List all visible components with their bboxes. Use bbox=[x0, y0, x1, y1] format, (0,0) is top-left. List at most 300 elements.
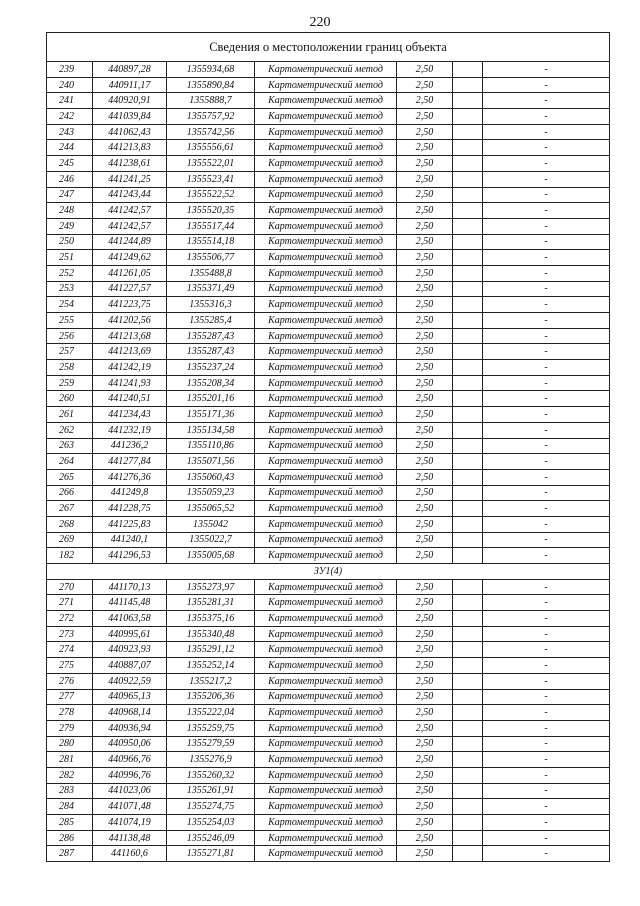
point-number-cell: 254 bbox=[47, 297, 93, 313]
accuracy-cell: 2,50 bbox=[397, 344, 453, 360]
empty-cell bbox=[453, 375, 483, 391]
method-cell: Картометрический метод bbox=[255, 281, 397, 297]
y-coordinate-cell: 1355340,48 bbox=[167, 626, 255, 642]
point-number-cell: 247 bbox=[47, 187, 93, 203]
accuracy-cell: 2,50 bbox=[397, 62, 453, 78]
table-row bbox=[47, 454, 610, 470]
accuracy-cell: 2,50 bbox=[397, 187, 453, 203]
x-coordinate-cell: 441242,57 bbox=[93, 203, 167, 219]
point-number-cell: 264 bbox=[47, 454, 93, 470]
note-cell: - bbox=[483, 407, 610, 423]
point-number-cell: 248 bbox=[47, 203, 93, 219]
x-coordinate-cell: 441242,57 bbox=[93, 218, 167, 234]
x-coordinate-cell: 440897,28 bbox=[93, 62, 167, 78]
table-row bbox=[47, 109, 610, 125]
table-row bbox=[47, 705, 610, 721]
table-row bbox=[47, 846, 610, 862]
note-cell: - bbox=[483, 360, 610, 376]
table-row bbox=[47, 579, 610, 595]
point-number-cell: 280 bbox=[47, 736, 93, 752]
table-row bbox=[47, 642, 610, 658]
empty-cell bbox=[453, 328, 483, 344]
point-number-cell: 246 bbox=[47, 171, 93, 187]
y-coordinate-cell: 1355261,91 bbox=[167, 783, 255, 799]
table-row bbox=[47, 375, 610, 391]
empty-cell bbox=[453, 673, 483, 689]
x-coordinate-cell: 441213,69 bbox=[93, 344, 167, 360]
empty-cell bbox=[453, 62, 483, 78]
accuracy-cell: 2,50 bbox=[397, 783, 453, 799]
table-row bbox=[47, 124, 610, 140]
y-coordinate-cell: 1355934,68 bbox=[167, 62, 255, 78]
accuracy-cell: 2,50 bbox=[397, 516, 453, 532]
note-cell: - bbox=[483, 658, 610, 674]
accuracy-cell: 2,50 bbox=[397, 375, 453, 391]
note-cell: - bbox=[483, 281, 610, 297]
x-coordinate-cell: 440936,94 bbox=[93, 720, 167, 736]
y-coordinate-cell: 1355279,59 bbox=[167, 736, 255, 752]
point-number-cell: 281 bbox=[47, 752, 93, 768]
empty-cell bbox=[453, 595, 483, 611]
y-coordinate-cell: 1355520,35 bbox=[167, 203, 255, 219]
y-coordinate-cell: 1355022,7 bbox=[167, 532, 255, 548]
table-row bbox=[47, 799, 610, 815]
note-cell: - bbox=[483, 297, 610, 313]
y-coordinate-cell: 1355246,09 bbox=[167, 830, 255, 846]
y-coordinate-cell: 1355287,43 bbox=[167, 328, 255, 344]
accuracy-cell: 2,50 bbox=[397, 595, 453, 611]
note-cell: - bbox=[483, 485, 610, 501]
x-coordinate-cell: 440887,07 bbox=[93, 658, 167, 674]
note-cell: - bbox=[483, 265, 610, 281]
empty-cell bbox=[453, 548, 483, 564]
table-header-row bbox=[47, 33, 610, 62]
table-row bbox=[47, 658, 610, 674]
y-coordinate-cell: 1355274,75 bbox=[167, 799, 255, 815]
method-cell: Картометрический метод bbox=[255, 297, 397, 313]
method-cell: Картометрический метод bbox=[255, 516, 397, 532]
x-coordinate-cell: 441145,48 bbox=[93, 595, 167, 611]
method-cell: Картометрический метод bbox=[255, 752, 397, 768]
note-cell: - bbox=[483, 140, 610, 156]
empty-cell bbox=[453, 344, 483, 360]
table-row bbox=[47, 595, 610, 611]
empty-cell bbox=[453, 140, 483, 156]
accuracy-cell: 2,50 bbox=[397, 532, 453, 548]
x-coordinate-cell: 441243,44 bbox=[93, 187, 167, 203]
empty-cell bbox=[453, 77, 483, 93]
method-cell: Картометрический метод bbox=[255, 705, 397, 721]
table-row bbox=[47, 187, 610, 203]
method-cell: Картометрический метод bbox=[255, 579, 397, 595]
table-row bbox=[47, 234, 610, 250]
accuracy-cell: 2,50 bbox=[397, 501, 453, 517]
point-number-cell: 259 bbox=[47, 375, 93, 391]
accuracy-cell: 2,50 bbox=[397, 203, 453, 219]
note-cell: - bbox=[483, 171, 610, 187]
point-number-cell: 260 bbox=[47, 391, 93, 407]
y-coordinate-cell: 1355523,41 bbox=[167, 171, 255, 187]
note-cell: - bbox=[483, 626, 610, 642]
x-coordinate-cell: 441277,84 bbox=[93, 454, 167, 470]
method-cell: Картометрический метод bbox=[255, 62, 397, 78]
point-number-cell: 253 bbox=[47, 281, 93, 297]
y-coordinate-cell: 1355042 bbox=[167, 516, 255, 532]
table-row bbox=[47, 281, 610, 297]
table-row bbox=[47, 344, 610, 360]
y-coordinate-cell: 1355171,36 bbox=[167, 407, 255, 423]
x-coordinate-cell: 441238,61 bbox=[93, 156, 167, 172]
table-row bbox=[47, 156, 610, 172]
accuracy-cell: 2,50 bbox=[397, 454, 453, 470]
accuracy-cell: 2,50 bbox=[397, 548, 453, 564]
table-row bbox=[47, 171, 610, 187]
y-coordinate-cell: 1355254,03 bbox=[167, 815, 255, 831]
table-row bbox=[47, 297, 610, 313]
x-coordinate-cell: 441276,36 bbox=[93, 469, 167, 485]
method-cell: Картометрический метод bbox=[255, 234, 397, 250]
point-number-cell: 250 bbox=[47, 234, 93, 250]
note-cell: - bbox=[483, 77, 610, 93]
empty-cell bbox=[453, 360, 483, 376]
point-number-cell: 287 bbox=[47, 846, 93, 862]
coordinates-table bbox=[46, 32, 610, 862]
empty-cell bbox=[453, 532, 483, 548]
x-coordinate-cell: 441249,62 bbox=[93, 250, 167, 266]
x-coordinate-cell: 441062,43 bbox=[93, 124, 167, 140]
method-cell: Картометрический метод bbox=[255, 109, 397, 125]
method-cell: Картометрический метод bbox=[255, 783, 397, 799]
y-coordinate-cell: 1355217,2 bbox=[167, 673, 255, 689]
table-row bbox=[47, 673, 610, 689]
note-cell: - bbox=[483, 375, 610, 391]
empty-cell bbox=[453, 611, 483, 627]
point-number-cell: 266 bbox=[47, 485, 93, 501]
note-cell: - bbox=[483, 501, 610, 517]
table-row bbox=[47, 689, 610, 705]
method-cell: Картометрический метод bbox=[255, 485, 397, 501]
note-cell: - bbox=[483, 313, 610, 329]
accuracy-cell: 2,50 bbox=[397, 846, 453, 862]
x-coordinate-cell: 441296,53 bbox=[93, 548, 167, 564]
table-row bbox=[47, 752, 610, 768]
note-cell: - bbox=[483, 124, 610, 140]
method-cell: Картометрический метод bbox=[255, 532, 397, 548]
x-coordinate-cell: 441138,48 bbox=[93, 830, 167, 846]
method-cell: Картометрический метод bbox=[255, 328, 397, 344]
table-body bbox=[47, 33, 610, 862]
accuracy-cell: 2,50 bbox=[397, 815, 453, 831]
accuracy-cell: 2,50 bbox=[397, 469, 453, 485]
accuracy-cell: 2,50 bbox=[397, 281, 453, 297]
note-cell: - bbox=[483, 705, 610, 721]
x-coordinate-cell: 440923,93 bbox=[93, 642, 167, 658]
table-title: Сведения о местоположении границ объекта bbox=[47, 33, 610, 62]
y-coordinate-cell: 1355285,4 bbox=[167, 313, 255, 329]
empty-cell bbox=[453, 516, 483, 532]
accuracy-cell: 2,50 bbox=[397, 767, 453, 783]
point-number-cell: 262 bbox=[47, 422, 93, 438]
empty-cell bbox=[453, 454, 483, 470]
y-coordinate-cell: 1355222,04 bbox=[167, 705, 255, 721]
note-cell: - bbox=[483, 62, 610, 78]
point-number-cell: 284 bbox=[47, 799, 93, 815]
empty-cell bbox=[453, 171, 483, 187]
accuracy-cell: 2,50 bbox=[397, 422, 453, 438]
y-coordinate-cell: 1355742,56 bbox=[167, 124, 255, 140]
empty-cell bbox=[453, 407, 483, 423]
method-cell: Картометрический метод bbox=[255, 469, 397, 485]
table-row bbox=[47, 77, 610, 93]
method-cell: Картометрический метод bbox=[255, 501, 397, 517]
note-cell: - bbox=[483, 422, 610, 438]
table-row bbox=[47, 532, 610, 548]
table-row bbox=[47, 218, 610, 234]
x-coordinate-cell: 441074,19 bbox=[93, 815, 167, 831]
x-coordinate-cell: 441244,89 bbox=[93, 234, 167, 250]
note-cell: - bbox=[483, 218, 610, 234]
empty-cell bbox=[453, 736, 483, 752]
point-number-cell: 271 bbox=[47, 595, 93, 611]
accuracy-cell: 2,50 bbox=[397, 391, 453, 407]
x-coordinate-cell: 441241,93 bbox=[93, 375, 167, 391]
y-coordinate-cell: 1355208,34 bbox=[167, 375, 255, 391]
method-cell: Картометрический метод bbox=[255, 422, 397, 438]
table-row bbox=[47, 783, 610, 799]
method-cell: Картометрический метод bbox=[255, 830, 397, 846]
point-number-cell: 270 bbox=[47, 579, 93, 595]
note-cell: - bbox=[483, 579, 610, 595]
y-coordinate-cell: 1355059,23 bbox=[167, 485, 255, 501]
accuracy-cell: 2,50 bbox=[397, 830, 453, 846]
empty-cell bbox=[453, 783, 483, 799]
note-cell: - bbox=[483, 736, 610, 752]
x-coordinate-cell: 440966,76 bbox=[93, 752, 167, 768]
x-coordinate-cell: 441240,1 bbox=[93, 532, 167, 548]
note-cell: - bbox=[483, 469, 610, 485]
accuracy-cell: 2,50 bbox=[397, 140, 453, 156]
accuracy-cell: 2,50 bbox=[397, 93, 453, 109]
point-number-cell: 239 bbox=[47, 62, 93, 78]
section-label-cell: ЗУ1(4) bbox=[47, 564, 610, 580]
section-row bbox=[47, 564, 610, 580]
point-number-cell: 257 bbox=[47, 344, 93, 360]
x-coordinate-cell: 441234,43 bbox=[93, 407, 167, 423]
method-cell: Картометрический метод bbox=[255, 454, 397, 470]
x-coordinate-cell: 441228,75 bbox=[93, 501, 167, 517]
point-number-cell: 241 bbox=[47, 93, 93, 109]
point-number-cell: 263 bbox=[47, 438, 93, 454]
note-cell: - bbox=[483, 234, 610, 250]
table-row bbox=[47, 93, 610, 109]
note-cell: - bbox=[483, 815, 610, 831]
empty-cell bbox=[453, 124, 483, 140]
note-cell: - bbox=[483, 783, 610, 799]
point-number-cell: 269 bbox=[47, 532, 93, 548]
y-coordinate-cell: 1355071,56 bbox=[167, 454, 255, 470]
method-cell: Картометрический метод bbox=[255, 93, 397, 109]
method-cell: Картометрический метод bbox=[255, 140, 397, 156]
accuracy-cell: 2,50 bbox=[397, 642, 453, 658]
accuracy-cell: 2,50 bbox=[397, 736, 453, 752]
empty-cell bbox=[453, 250, 483, 266]
note-cell: - bbox=[483, 767, 610, 783]
table-row bbox=[47, 767, 610, 783]
note-cell: - bbox=[483, 438, 610, 454]
table-row bbox=[47, 265, 610, 281]
x-coordinate-cell: 440965,13 bbox=[93, 689, 167, 705]
table-row bbox=[47, 422, 610, 438]
y-coordinate-cell: 1355514,18 bbox=[167, 234, 255, 250]
empty-cell bbox=[453, 265, 483, 281]
note-cell: - bbox=[483, 611, 610, 627]
empty-cell bbox=[453, 109, 483, 125]
empty-cell bbox=[453, 752, 483, 768]
y-coordinate-cell: 1355371,49 bbox=[167, 281, 255, 297]
empty-cell bbox=[453, 297, 483, 313]
accuracy-cell: 2,50 bbox=[397, 611, 453, 627]
method-cell: Картометрический метод bbox=[255, 265, 397, 281]
x-coordinate-cell: 441213,83 bbox=[93, 140, 167, 156]
method-cell: Картометрический метод bbox=[255, 642, 397, 658]
accuracy-cell: 2,50 bbox=[397, 250, 453, 266]
note-cell: - bbox=[483, 156, 610, 172]
point-number-cell: 278 bbox=[47, 705, 93, 721]
accuracy-cell: 2,50 bbox=[397, 360, 453, 376]
point-number-cell: 273 bbox=[47, 626, 93, 642]
note-cell: - bbox=[483, 93, 610, 109]
y-coordinate-cell: 1355522,52 bbox=[167, 187, 255, 203]
x-coordinate-cell: 441242,19 bbox=[93, 360, 167, 376]
method-cell: Картометрический метод bbox=[255, 391, 397, 407]
x-coordinate-cell: 440995,61 bbox=[93, 626, 167, 642]
table-row bbox=[47, 62, 610, 78]
method-cell: Картометрический метод bbox=[255, 548, 397, 564]
table-row bbox=[47, 438, 610, 454]
empty-cell bbox=[453, 438, 483, 454]
method-cell: Картометрический метод bbox=[255, 438, 397, 454]
y-coordinate-cell: 1355888,7 bbox=[167, 93, 255, 109]
y-coordinate-cell: 1355281,31 bbox=[167, 595, 255, 611]
point-number-cell: 242 bbox=[47, 109, 93, 125]
note-cell: - bbox=[483, 250, 610, 266]
note-cell: - bbox=[483, 109, 610, 125]
y-coordinate-cell: 1355890,84 bbox=[167, 77, 255, 93]
point-number-cell: 277 bbox=[47, 689, 93, 705]
table-row bbox=[47, 203, 610, 219]
method-cell: Картометрический метод bbox=[255, 767, 397, 783]
y-coordinate-cell: 1355517,44 bbox=[167, 218, 255, 234]
y-coordinate-cell: 1355316,3 bbox=[167, 297, 255, 313]
table-row bbox=[47, 250, 610, 266]
table-row bbox=[47, 501, 610, 517]
y-coordinate-cell: 1355201,16 bbox=[167, 391, 255, 407]
y-coordinate-cell: 1355259,75 bbox=[167, 720, 255, 736]
note-cell: - bbox=[483, 344, 610, 360]
point-number-cell: 275 bbox=[47, 658, 93, 674]
note-cell: - bbox=[483, 454, 610, 470]
method-cell: Картометрический метод bbox=[255, 799, 397, 815]
x-coordinate-cell: 440920,91 bbox=[93, 93, 167, 109]
note-cell: - bbox=[483, 720, 610, 736]
accuracy-cell: 2,50 bbox=[397, 438, 453, 454]
y-coordinate-cell: 1355556,61 bbox=[167, 140, 255, 156]
y-coordinate-cell: 1355276,9 bbox=[167, 752, 255, 768]
x-coordinate-cell: 441241,25 bbox=[93, 171, 167, 187]
empty-cell bbox=[453, 313, 483, 329]
empty-cell bbox=[453, 187, 483, 203]
note-cell: - bbox=[483, 846, 610, 862]
accuracy-cell: 2,50 bbox=[397, 234, 453, 250]
point-number-cell: 282 bbox=[47, 767, 93, 783]
x-coordinate-cell: 441160,6 bbox=[93, 846, 167, 862]
x-coordinate-cell: 441249,8 bbox=[93, 485, 167, 501]
x-coordinate-cell: 441202,56 bbox=[93, 313, 167, 329]
method-cell: Картометрический метод bbox=[255, 187, 397, 203]
x-coordinate-cell: 441023,06 bbox=[93, 783, 167, 799]
empty-cell bbox=[453, 579, 483, 595]
point-number-cell: 274 bbox=[47, 642, 93, 658]
point-number-cell: 255 bbox=[47, 313, 93, 329]
point-number-cell: 244 bbox=[47, 140, 93, 156]
accuracy-cell: 2,50 bbox=[397, 626, 453, 642]
point-number-cell: 261 bbox=[47, 407, 93, 423]
method-cell: Картометрический метод bbox=[255, 611, 397, 627]
note-cell: - bbox=[483, 187, 610, 203]
note-cell: - bbox=[483, 830, 610, 846]
point-number-cell: 182 bbox=[47, 548, 93, 564]
x-coordinate-cell: 440922,59 bbox=[93, 673, 167, 689]
note-cell: - bbox=[483, 532, 610, 548]
method-cell: Картометрический метод bbox=[255, 658, 397, 674]
note-cell: - bbox=[483, 752, 610, 768]
table-row bbox=[47, 407, 610, 423]
point-number-cell: 251 bbox=[47, 250, 93, 266]
y-coordinate-cell: 1355060,43 bbox=[167, 469, 255, 485]
y-coordinate-cell: 1355522,01 bbox=[167, 156, 255, 172]
note-cell: - bbox=[483, 548, 610, 564]
x-coordinate-cell: 441213,68 bbox=[93, 328, 167, 344]
method-cell: Картометрический метод bbox=[255, 375, 397, 391]
note-cell: - bbox=[483, 595, 610, 611]
empty-cell bbox=[453, 846, 483, 862]
point-number-cell: 267 bbox=[47, 501, 93, 517]
empty-cell bbox=[453, 203, 483, 219]
empty-cell bbox=[453, 234, 483, 250]
point-number-cell: 279 bbox=[47, 720, 93, 736]
point-number-cell: 245 bbox=[47, 156, 93, 172]
accuracy-cell: 2,50 bbox=[397, 705, 453, 721]
accuracy-cell: 2,50 bbox=[397, 752, 453, 768]
x-coordinate-cell: 441232,19 bbox=[93, 422, 167, 438]
x-coordinate-cell: 441236,2 bbox=[93, 438, 167, 454]
table-row bbox=[47, 313, 610, 329]
table-row bbox=[47, 485, 610, 501]
method-cell: Картометрический метод bbox=[255, 250, 397, 266]
empty-cell bbox=[453, 815, 483, 831]
y-coordinate-cell: 1355273,97 bbox=[167, 579, 255, 595]
method-cell: Картометрический метод bbox=[255, 407, 397, 423]
method-cell: Картометрический метод bbox=[255, 689, 397, 705]
accuracy-cell: 2,50 bbox=[397, 124, 453, 140]
accuracy-cell: 2,50 bbox=[397, 720, 453, 736]
accuracy-cell: 2,50 bbox=[397, 171, 453, 187]
note-cell: - bbox=[483, 673, 610, 689]
note-cell: - bbox=[483, 328, 610, 344]
empty-cell bbox=[453, 501, 483, 517]
table-row bbox=[47, 548, 610, 564]
accuracy-cell: 2,50 bbox=[397, 799, 453, 815]
